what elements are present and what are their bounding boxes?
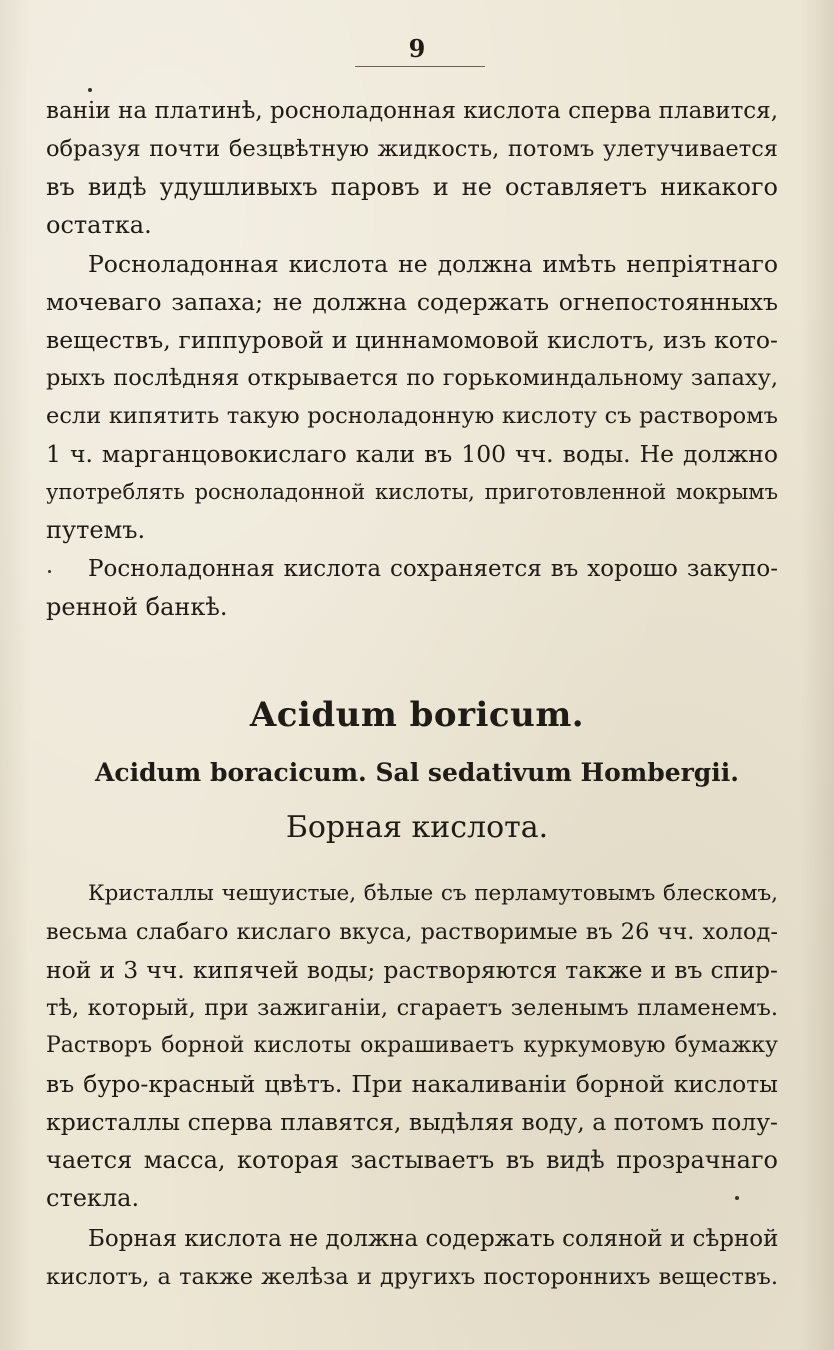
- section-1-paragraph-1: [46, 92, 778, 244]
- text-line: ваніи на платинѣ, росноладонная кислота сперва плавится,: [46, 98, 778, 124]
- text-line: Росноладонная кислота не должна имѣть непріятнаго: [88, 250, 778, 278]
- text-line: стекла.: [46, 1184, 140, 1212]
- text-line: 1 ч. марганцовокислаго кали въ 100 чч. воды. Не должно: [46, 440, 778, 468]
- text-line: чается масса, которая застываетъ въ видѣ прозрачнаго: [46, 1146, 778, 1174]
- text-line: Росноладонная кислота сохраняется въ хорошо закупо-: [88, 556, 778, 582]
- text-line: Кристаллы чешуистые, бѣлые съ перламутовымъ блескомъ,: [88, 881, 778, 906]
- text-line: кислотъ, а также желѣза и другихъ постороннихъ веществъ.: [46, 1264, 778, 1290]
- section-heading-russian: Борная кислота.: [285, 810, 549, 845]
- text-line: въ буро-красный цвѣтъ. При накаливаніи борной кислоты: [46, 1070, 778, 1098]
- text-line: веществъ, гиппуровой и циннамомовой кислотъ, изъ кото-: [46, 326, 778, 354]
- text-line: употреблять росноладонной кислоты, приготовленной мокрымъ: [46, 480, 778, 504]
- section-2-paragraph-1: [46, 875, 778, 1217]
- text-line: остатка.: [46, 211, 152, 239]
- text-line: кристаллы сперва плавятся, выдѣляя воду, а потомъ полу-: [46, 1108, 778, 1136]
- text-line: весьма слабаго кислаго вкуса, растворимые въ 26 чч. холод-: [46, 919, 778, 945]
- section-heading-latin: Acidum boricum.: [249, 695, 585, 735]
- text-line: ренной банкѣ.: [46, 593, 228, 621]
- section-subheading-synonyms: Acidum boracicum. Sal sedativum Hombergii.: [95, 758, 739, 787]
- page-number: 9: [408, 34, 426, 63]
- text-line: образуя почти безцвѣтную жидкость, потомъ улетучивается: [46, 136, 778, 162]
- section-1-paragraph-3: [46, 550, 778, 626]
- ink-speck: [88, 88, 92, 92]
- page-number-rule: [355, 66, 485, 67]
- text-line: рыхъ послѣдняя открывается по горькоминдальному запаху,: [46, 365, 778, 391]
- ink-speck: [735, 1196, 739, 1200]
- section-1-paragraph-2: [46, 245, 778, 549]
- text-line: ной и 3 чч. кипячей воды; растворяются также и въ спир-: [46, 956, 778, 984]
- text-line: путемъ.: [46, 516, 146, 544]
- text-line: Растворъ борной кислоты окрашиваетъ куркумовую бумажку: [46, 1033, 778, 1058]
- text-line: если кипятить такую росноладонную кислоту съ растворомъ: [46, 403, 778, 429]
- text-line: тѣ, который, при зажиганіи, сгараетъ зеленымъ пламенемъ.: [46, 995, 778, 1021]
- text-line: въ видѣ удушливыхъ паровъ и не оставляетъ никакого: [46, 173, 778, 201]
- section-2-paragraph-2: [46, 1220, 778, 1296]
- text-line: Борная кислота не должна содержать соляной и сѣрной: [88, 1226, 779, 1252]
- text-line: мочеваго запаха; не должна содержать огнепостоянныхъ: [46, 288, 778, 316]
- ink-speck: [48, 570, 51, 573]
